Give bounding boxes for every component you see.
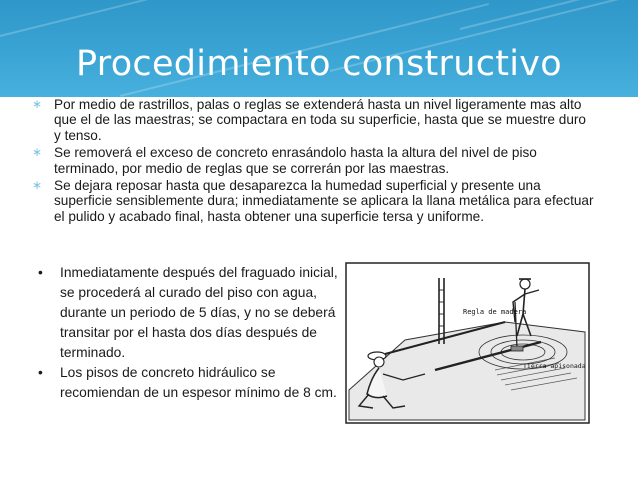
bullet-text: Por medio de rastrillos, palas o reglas se extenderá hasta un nivel ligeramente mas alto que el de las maestras; se compactara en toda su superficie, hasta que se muestre duro y tenso. xyxy=(54,97,586,143)
top-bullet-list xyxy=(32,97,594,226)
list-item xyxy=(32,145,594,176)
list-item xyxy=(38,263,350,363)
list-item xyxy=(32,97,594,143)
label-regla-de-madera: Regla de madera xyxy=(463,308,527,316)
bullet-text: Inmediatamente después del fraguado inicial, se procederá al curado del piso con agua, durante un periodo de 5 días, y no se deberá transitar por el hasta dos días después de terminado. xyxy=(60,265,338,360)
bullet-text: Se removerá el exceso de concreto enrasándolo hasta la altura del nivel de piso terminado, por medio de reglas que se correrán por las maestras. xyxy=(54,145,537,176)
dot-bullet-icon: • xyxy=(38,365,43,380)
list-item xyxy=(38,363,350,403)
slide-title: Procedimiento constructivo xyxy=(75,44,563,84)
asterisk-bullet-icon: ∗ xyxy=(32,178,43,193)
bullet-text: Los pisos de concreto hidráulico se recomiendan de un espesor mínimo de 8 cm. xyxy=(60,365,337,400)
label-tierra-apisonada: Tierra apisonada xyxy=(523,362,586,370)
dot-bullet-icon: • xyxy=(38,265,43,280)
construction-illustration xyxy=(345,262,590,424)
asterisk-bullet-icon: ∗ xyxy=(32,97,43,111)
bottom-bullet-list xyxy=(38,263,350,403)
list-item xyxy=(32,178,594,224)
bullet-text: Se dejara reposar hasta que desaparezca la humedad superficial y presente una superficie sensiblemente dura; inmediatamente se aplicara la llana metálica para efectuar el pulido y acabado final, hasta obtener una superficie tersa y uniforme. xyxy=(54,178,594,224)
asterisk-bullet-icon: ∗ xyxy=(32,145,43,160)
title-banner xyxy=(0,0,638,97)
